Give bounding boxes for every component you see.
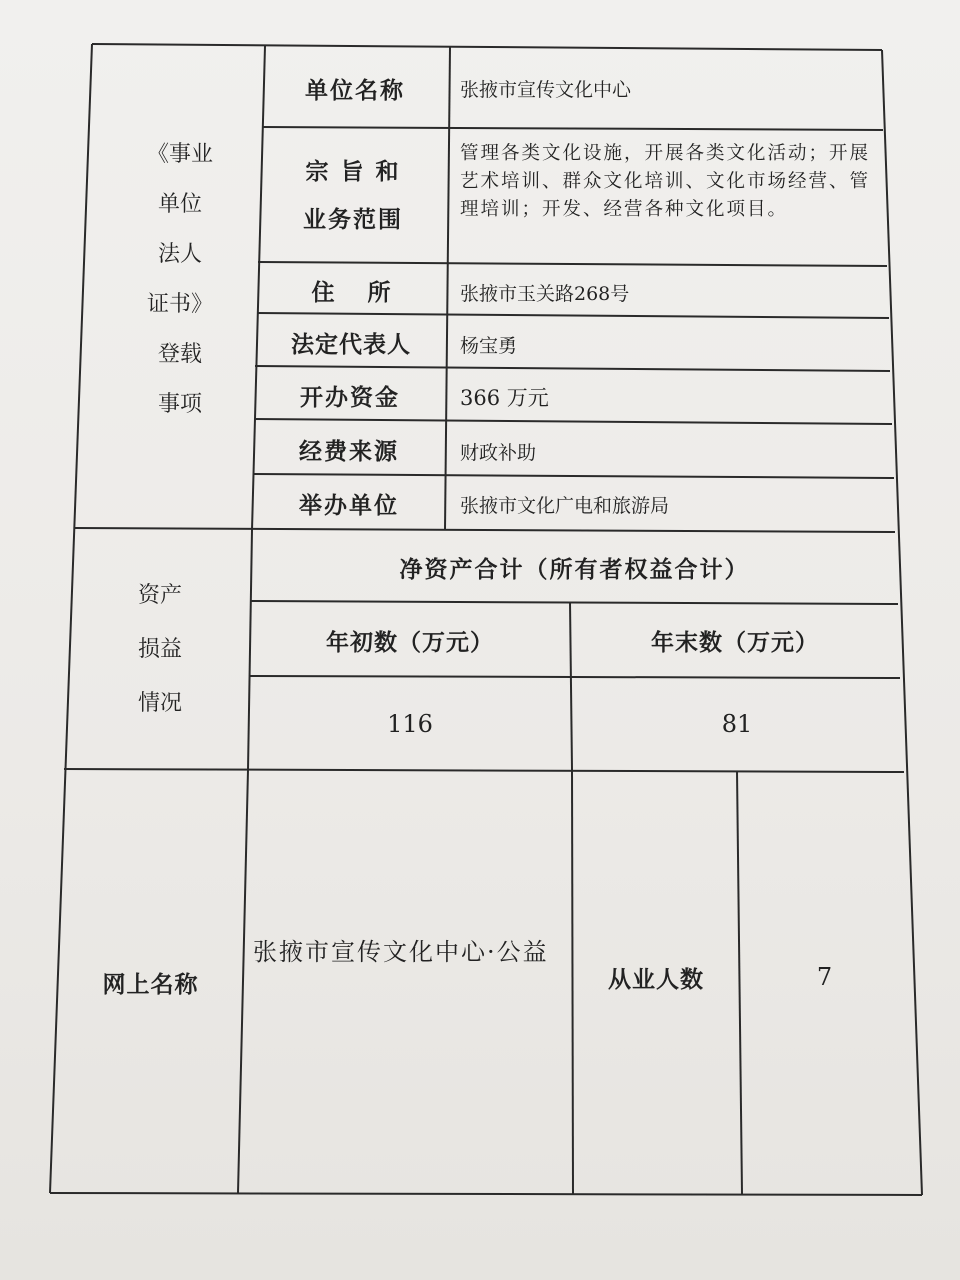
section-label-line: 法人 xyxy=(157,242,202,267)
year-end-value: 81 xyxy=(721,710,753,738)
staff-count-label: 从业人数 xyxy=(608,965,704,993)
capital-label: 开办资金 xyxy=(300,383,400,411)
business-scope-label xyxy=(258,130,448,262)
section-label-line: 资产 xyxy=(137,583,182,608)
funding-source-value: 财政补助 xyxy=(460,441,537,464)
section-label-line: 事项 xyxy=(157,392,202,417)
address-label-part: 所 xyxy=(367,278,393,306)
address-value: 张掖市玉关路268号 xyxy=(460,282,630,305)
section-label-line: 登载 xyxy=(157,342,202,367)
section-label-line: 单位 xyxy=(157,192,202,217)
online-name-label: 网上名称 xyxy=(102,970,199,998)
year-end-label: 年末数（万元） xyxy=(651,628,819,656)
section-label-line: 证书》 xyxy=(146,292,213,317)
staff-count-value: 7 xyxy=(816,963,833,991)
legal-rep-value: 杨宝勇 xyxy=(460,334,518,357)
business-scope-value: 管理各类文化设施，开展各类文化活动；开展艺术培训、群众文化培训、文化市场经营、管理培训；开发、经营各种文化项目。 xyxy=(460,143,871,220)
sponsor-label: 举办单位 xyxy=(299,491,399,519)
section-label-line: 《事业 xyxy=(146,142,213,167)
online-name-value: 张掖市宣传文化中心·公益 xyxy=(253,938,549,966)
year-start-label: 年初数（万元） xyxy=(326,628,494,656)
section-label-line: 情况 xyxy=(137,691,182,716)
address-label-part: 住 xyxy=(311,278,337,306)
business-scope-label-line: 宗 旨 和 xyxy=(305,158,401,185)
registration-section-label xyxy=(110,130,250,430)
assets-section-label xyxy=(80,565,240,735)
unit-name-value: 张掖市宣传文化中心 xyxy=(460,78,632,101)
net-assets-header: 净资产合计（所有者权益合计） xyxy=(399,555,750,583)
funding-source-label: 经费来源 xyxy=(299,437,399,465)
legal-rep-label: 法定代表人 xyxy=(291,330,411,358)
year-start-value: 116 xyxy=(387,710,433,738)
business-scope-label-line: 业务范围 xyxy=(303,206,403,233)
sponsor-value: 张掖市文化广电和旅游局 xyxy=(460,494,670,517)
unit-name-label: 单位名称 xyxy=(305,76,405,104)
capital-value: 366 万元 xyxy=(460,386,549,410)
address-label xyxy=(256,264,448,316)
section-label-line: 损益 xyxy=(137,637,182,662)
